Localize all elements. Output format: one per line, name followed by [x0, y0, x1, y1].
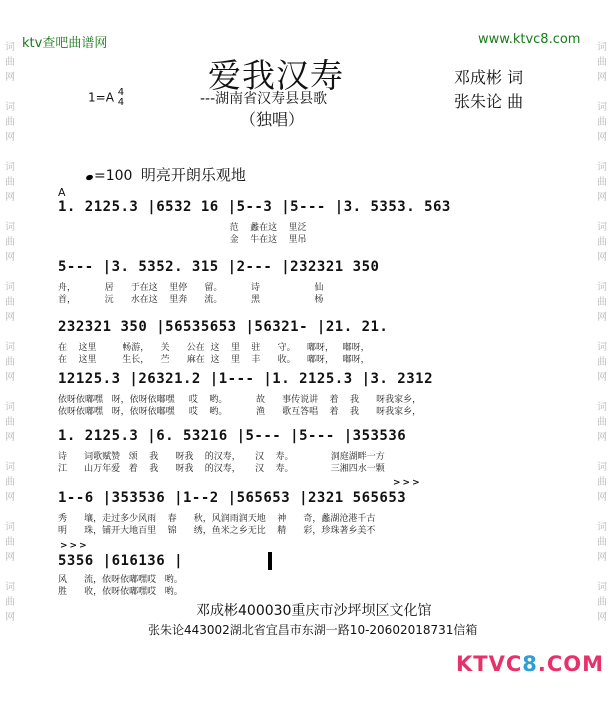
score-row-3: 232321 350 |56535653 |56321- |21. 21.: [58, 319, 389, 335]
credits-block: 邓成彬 词 张朱论 曲: [454, 68, 524, 111]
site-name-left[interactable]: ktv查吧曲谱网: [22, 36, 108, 51]
tempo-value: =100: [94, 168, 133, 184]
watermark-column-right: 词 曲 网 词 曲 网 词 曲 网 词 曲 网 词 曲 网 词 曲 网 词 曲 网 词 曲 网 词 曲 网 词 曲 网: [597, 42, 607, 623]
site-url-right[interactable]: www.ktvc8.com: [478, 32, 581, 47]
logo-text-mid: 8: [522, 652, 538, 676]
score-row-6: 1--6 |353536 |1--2 |565653 |2321 565653: [58, 490, 407, 506]
accent-marks-2: >>>: [60, 541, 89, 551]
score-row-4: 12125.3 |26321.2 |1--- |1. 2125.3 |3. 2312: [58, 371, 434, 387]
tempo-marking: [86, 164, 246, 185]
accent-marks-1: >>>: [393, 478, 422, 488]
time-denominator: 4: [117, 97, 125, 108]
lyrics-row-4: 依呀依嘟嘿 呀，依呀依嘟嘿 哎 哟。 故 事传说讲 着 我 呀我家乡， 依呀依嘟嘿 呀，依呀依嘟嘿 哎 哟。 渔 歌互答唱 着 我 呀我家乡，: [58, 395, 422, 417]
logo-text-post: .COM: [537, 652, 605, 676]
score-row-5: 1. 2125.3 |6. 53216 |5--- |5--- |353536: [58, 428, 407, 444]
key-signature: [88, 88, 124, 108]
logo-text-pre: KTVC: [456, 652, 523, 676]
author-address-1: 邓成彬400030重庆市沙坪坝区文化馆: [196, 603, 432, 619]
song-title: 爱我汉寿: [208, 56, 344, 95]
section-mark: A: [58, 186, 66, 199]
lyrics-row-3: 在 这里 畅游， 关 公在 这 里 驻 守。 嘟呀， 嘟呀， 在 这里 生长， 苎 麻在 这 里 丰 收。 嘟呀， 嘟呀，: [58, 343, 370, 365]
time-signature: [118, 88, 124, 108]
score-row-2: 5--- |3. 5352. 315 |2--- |232321 350: [58, 259, 380, 275]
watermark-column-left: 词 曲 网 词 曲 网 词 曲 网 词 曲 网 词 曲 网 词 曲 网 词 曲 网 词 曲 网 词 曲 网 词 曲 网: [5, 42, 15, 623]
key-label: 1=A: [88, 90, 114, 105]
score-row-1: 1. 2125.3 |6532 16 |5--3 |5--- |3. 5353. 563: [58, 199, 451, 215]
song-subtitle: ---湖南省汉寿县县歌: [200, 91, 328, 107]
lyrics-row-1: 范 蠡在这 里泛 金 牛在这 里吊: [229, 223, 307, 245]
score-row-7: 5356 |616136 |: [58, 553, 184, 569]
performance-type: （独唱）: [240, 110, 305, 129]
time-numerator: 4: [117, 87, 125, 98]
lyrics-row-2: 舟， 居 于在这 里停 留。 诗 仙 首， 沅 水在这 里奔 流。 黑 杨: [58, 283, 324, 305]
tempo-expression: 明亮开朗乐观地: [140, 166, 246, 184]
lyrics-row-5: 诗 词歌赋赞 颂 我 呀我 的汉寿， 汉 寿。 洞庭湖畔一方 江 山万年爱 着 我 呀我 的汉寿， 汉 寿。 三湘四水一颗: [58, 452, 385, 474]
site-logo[interactable]: [456, 652, 604, 676]
lyrics-row-6: 秀 壤，走过多少风雨 春 秋，风润雨润天地 神 奇，蠡湖沧港千古 明 珠，铺开大地百里 锦 绣，鱼米之乡无比 精 彩，珍珠著乡美不: [58, 514, 376, 536]
final-barline: [268, 552, 272, 570]
author-address-2: 张朱论443002湖北省宜昌市东湖一路10-20602018731信箱: [148, 623, 478, 637]
lyrics-row-7: 风 流，依呀依嘟嘿哎 哟。 胜 收，依呀依嘟嘿哎 哟。: [58, 575, 183, 597]
quarter-note-icon: [85, 174, 93, 181]
